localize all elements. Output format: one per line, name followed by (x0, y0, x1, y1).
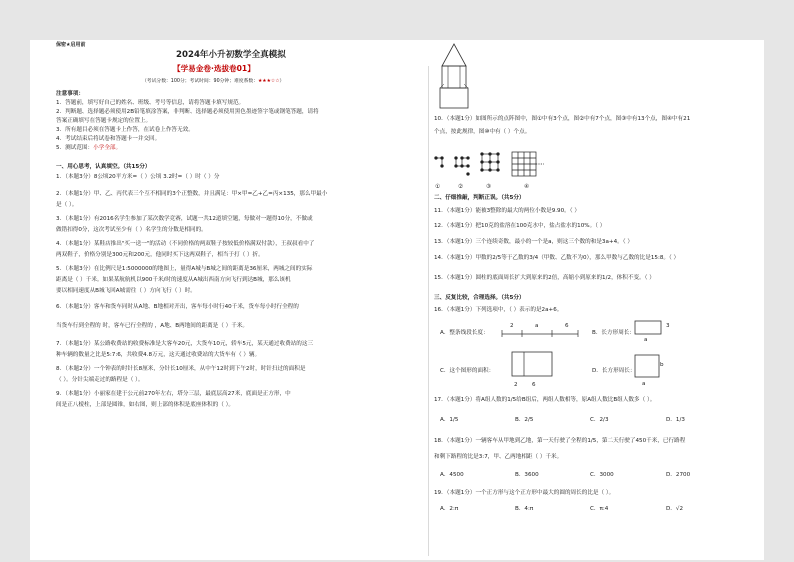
exam-page (30, 40, 764, 560)
option: D．√2 (666, 506, 684, 512)
question-line: 2．（本题1分）甲、乙、丙代表三个互不相同的3个正整数，并且满足：甲×甲=乙+乙=丙×135，那么甲最小 (56, 191, 328, 197)
question-line: （ ）。分针尖端走过的路程是（ ）。 (56, 377, 144, 383)
question-line: 10．（本题1分）如图所示的点阵图中，图①中有3个点，图②中有7个点，图③中有13个点，图④中有21 (434, 116, 691, 122)
page-title: 2024年小升初数学全真模拟 (176, 50, 286, 60)
notice-item: 1．答题前，填写好自己的姓名、班级、考号等信息，请将答题卡填写规范。 (56, 100, 245, 106)
question-line: 3．（本题1分）有2016名学生参加了某次数学竞赛，试题一共12道填空题，每做对一题得10分，不做或 (56, 216, 313, 222)
question-line: 7．（本题1分）某公路收费站的收费标准是大客车20元，大货车10元，轿车5元，某天通过收费站的这三 (56, 341, 314, 347)
judge-question: 12．（本题1分）把10克的盐溶在100克水中，盐占盐水的10%。（ ） (434, 223, 606, 229)
section2-heading: 二、仔细推敲，判断正误。（共5分） (434, 195, 525, 201)
rect-value: a (644, 337, 648, 343)
option: C．2/3 (590, 417, 609, 423)
dot-pattern-figure (430, 150, 566, 184)
option: A．2:π (440, 506, 459, 512)
notice-item: 答案正确填写在答题卡规定的位置上。 (56, 118, 152, 124)
question-line: 当货车行到全程的 时，客车已行全程的 ，A地、B两地间的距离是（ ）千米。 (56, 323, 248, 329)
question-line: 种车辆的数量之比是5:7:6，共收费4.8万元，这天通过收费站的大货车有（ ）辆。 (56, 352, 261, 358)
option: D．2700 (666, 472, 691, 478)
notice-item: 4．考试结束后将试卷和答题卡一并交回。 (56, 136, 161, 142)
area-value: 2 (514, 382, 518, 388)
column-divider (428, 66, 429, 556)
judge-question: 13．（本题1分）三个连续奇数，最小的一个是a，则这三个数的和是3a+4。（ ） (434, 239, 633, 245)
tower-figure (434, 42, 474, 110)
question-line: 个点，按此规律，图⑩中有（ ）个点。 (434, 129, 531, 135)
section3-heading: 三、反复比较，合理选择。（共5分） (434, 295, 525, 301)
option: A．4500 (440, 472, 464, 478)
question-line: 间是正八棱柱，上部是圆锥，如右图，则上部的体积是底座体积的（ ）。 (56, 402, 234, 408)
option: A．1/5 (440, 417, 459, 423)
question-line: 距离是（ ）千米。如果某航航机以900千米/时的速度从A城出西南方向飞行到达B城，那么该机 (56, 277, 291, 283)
question-line: 要以相同速度从B城飞回A城需往（ ）方向飞行（ ）时。 (56, 288, 196, 294)
notice-item: 2．判断题、选择题必须使用2B铅笔填涂答案，非判断、选择题必须使用黑色墨迹签字笔或钢笔答题，请将 (56, 109, 319, 115)
rectangle-b-figure (634, 320, 664, 336)
choice-question: 19．（本题1分）一个正方形与这个正方形中最大的圆的周长的比是（ ）。 (434, 490, 615, 496)
secret-mark: 保密★启用前 (56, 42, 86, 48)
question-line: 6．（本题1分）客车和货车同时从A地、B地相对开出，客车每小时行40千米，货车每小时行全程的 (56, 304, 299, 310)
question-line: 9．（本题1分）小丽家在建于公元前270年左右，塔分三层，最底层高27米，底面是正方形，中 (56, 391, 291, 397)
area-value: 6 (532, 382, 536, 388)
question-line: 做错扣得0分，这次考试至少有（ ）名学生的分数是相同的。 (56, 227, 207, 233)
question-line: 4．（本题1分）某鞋店推出"买一送一"的活动（不同价格的两双鞋子按较低价格满双付款），王叔叔看中了 (56, 241, 315, 247)
notice-item (56, 145, 121, 152)
option: D．1/3 (666, 417, 685, 423)
dot-label: ① (435, 184, 441, 190)
judge-question: 14．（本题1分）甲数的2/5等于乙数的3/4（甲数、乙数不为0），那么甲数与乙数的比是15:8。（ ） (434, 255, 680, 261)
rect-value: a (642, 381, 646, 387)
choice-question: 16．（本题1分）下列选项中，（ ）表示的是2a+6。 (434, 307, 563, 313)
option: C．3000 (590, 472, 614, 478)
rect-value: b (660, 362, 664, 368)
judge-question: 15．（本题1分）圆柱的底面周长扩大到原来的2倍，高缩小到原来的1/2，体积不变。（ ） (434, 275, 655, 281)
option: B．3600 (515, 472, 539, 478)
exam-meta (142, 78, 284, 85)
dot-label: ③ (486, 184, 492, 190)
judge-question: 11．（本题1分）能被3整除的最大的两位小数是9.90。（ ） (434, 208, 580, 214)
notice-heading: 注意事项： (56, 91, 84, 97)
section1-heading: 一、用心思考，认真填空。（共15分） (56, 164, 151, 170)
question-line: 是（ ）。 (56, 202, 78, 208)
option-d: D．长方形周长： (592, 368, 636, 374)
difficulty-stars: ★★★☆☆ (258, 79, 280, 84)
notice-scope-value: 小学全部。 (93, 145, 122, 151)
dot-label: ④ (524, 184, 530, 190)
page-subtitle: 【学易金卷·选拔卷01】 (173, 64, 255, 73)
option-b: B．长方形周长： (592, 330, 635, 336)
question-line: 两双鞋子，价格分别是300元和200元，他同时买下这两双鞋子，相当于打（ ）折。 (56, 252, 264, 258)
dot-label: ② (458, 184, 464, 190)
option-a: A．整条线段长度： (440, 330, 489, 336)
option: B．2/5 (515, 417, 534, 423)
choice-question: 18．（本题1分）一辆客车从甲地到乙地，第一天行驶了全程的1/5，第二天行驶了450千米，已行路程 (434, 438, 686, 444)
notice-item: 3．所有题目必须在答题卡上作答，在试卷上作答无效。 (56, 127, 194, 133)
seg-value: 2 (510, 323, 514, 329)
notice-scope-label: 5．测试范围： (56, 145, 94, 151)
rect-value: 3 (666, 323, 670, 329)
question-line: 5．（本题3分）在比例尺是1:5000000的地图上，量得A城与B城之间的距离是36厘米，两城之间的实际 (56, 266, 313, 272)
seg-value: a (535, 323, 539, 329)
question-line: 8．（本题2分）一个钟表的时针长8厘米，分针长10厘米，从中午12时到下午2时，时针扫过的面积是 (56, 366, 306, 372)
option-c: C．这个图形的面积： (440, 368, 495, 374)
option: C．π:4 (590, 506, 609, 512)
seg-value: 6 (565, 323, 569, 329)
exam-meta-end: ） (279, 79, 285, 84)
exam-meta-text: （考试分数：100分；考试时间：90分钟；难度系数： (142, 79, 258, 84)
choice-question: 17．（本题1分）将A组人数的1/5给B组后，两组人数相等，原A组人数比B组人数多（ ）。 (434, 397, 656, 403)
composite-figure (510, 350, 554, 380)
question-line: 1．（本题3分）8公顷20平方米=（ ）公顷 3.2时=（ ）时（ ）分 (56, 174, 220, 180)
choice-question: 和剩下路程的比是3:7，甲、乙两地相距（ ）千米。 (434, 454, 563, 460)
option: B．4:π (515, 506, 534, 512)
